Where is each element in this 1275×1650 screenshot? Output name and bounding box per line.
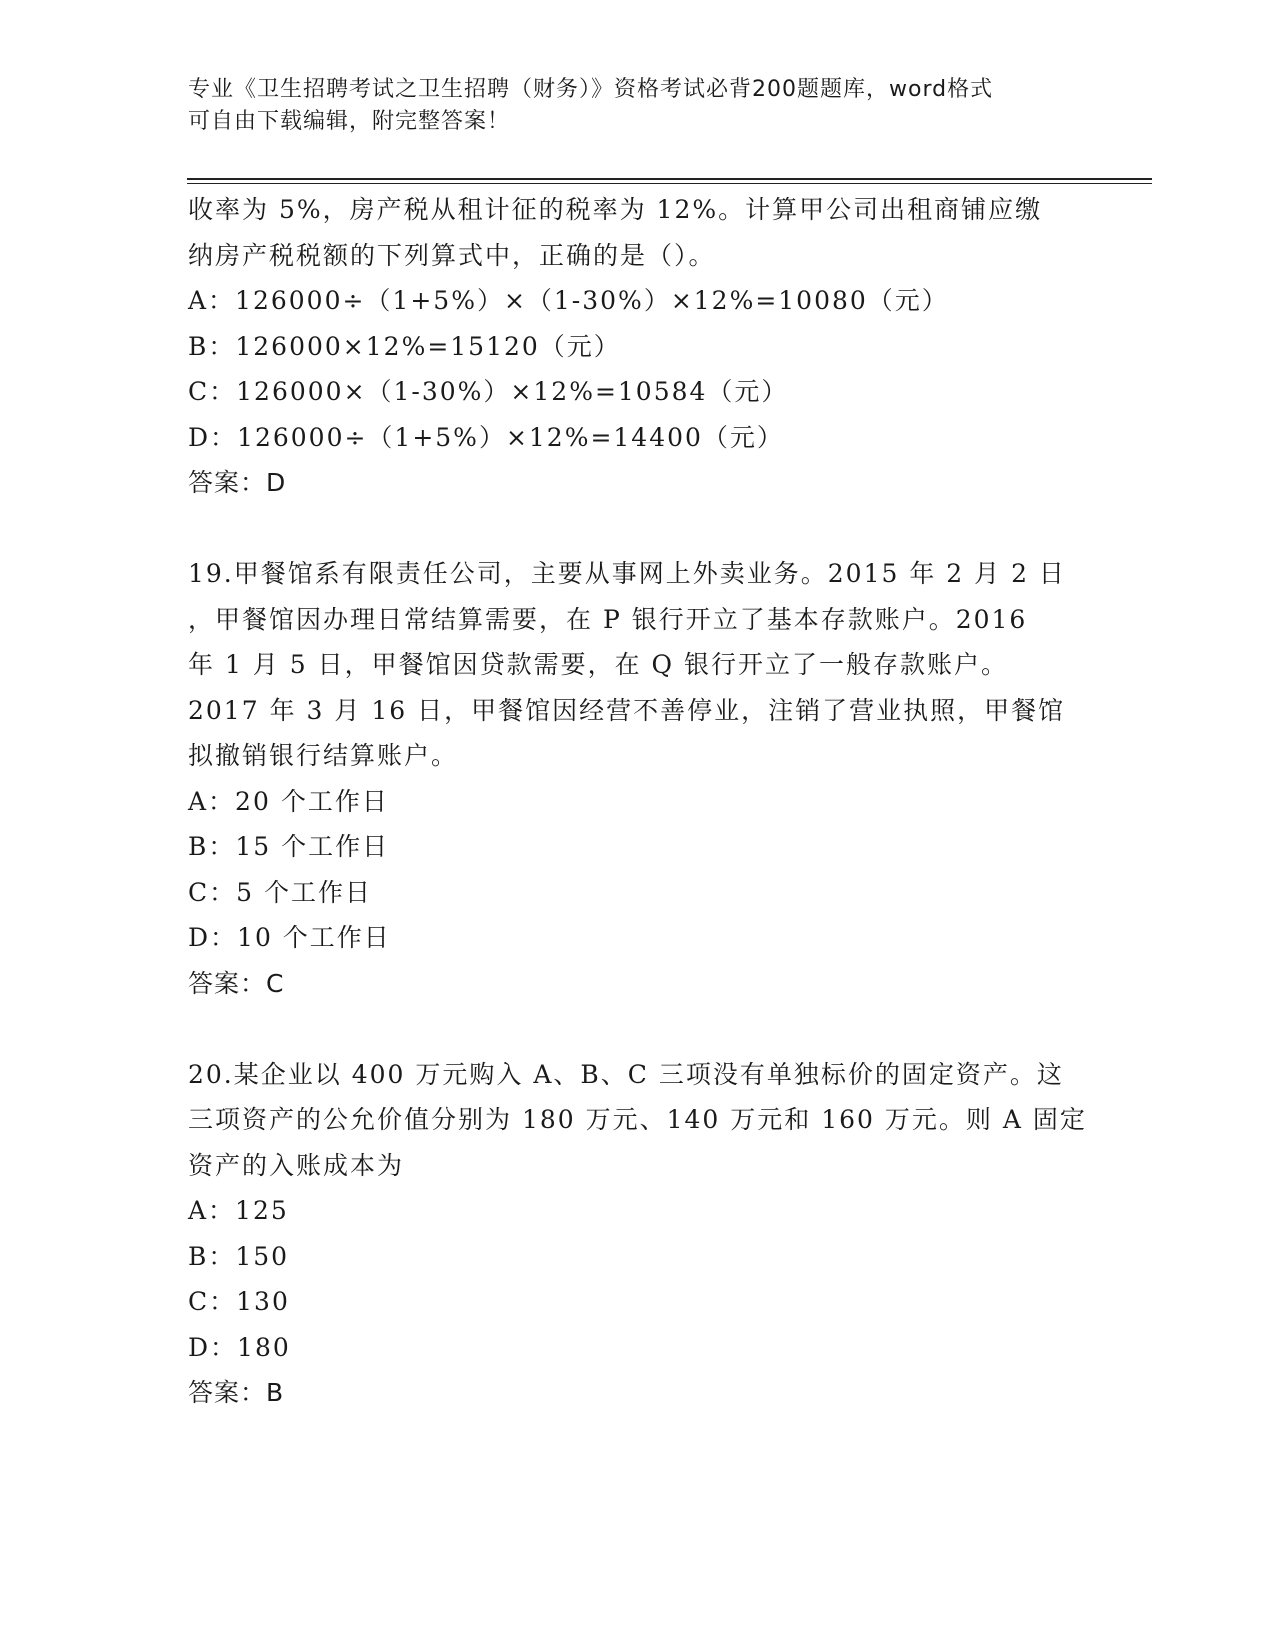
header-line-2: 可自由下载编辑，附完整答案！ — [188, 109, 511, 134]
document-body — [188, 187, 1088, 1416]
option-c: C：5 个工作日 — [188, 877, 372, 907]
question-stem-line: 收率为 5%，房产税从租计征的税率为 12%。计算甲公司出租商铺应缴 — [188, 195, 1043, 224]
question-stem-line: 2017 年 3 月 16 日，甲餐馆因经营不善停业，注销了营业执照，甲餐馆 — [188, 695, 1066, 725]
question-stem-line: 资产的入账成本为 — [188, 1150, 405, 1180]
option-d: D：180 — [188, 1332, 291, 1362]
option-c: C：126000×（1-30%）×12%=10584（元） — [188, 377, 789, 406]
question-18 — [188, 187, 1088, 506]
question-20 — [188, 1052, 1088, 1416]
option-a: A：20 个工作日 — [188, 786, 389, 816]
question-stem-line: ，甲餐馆因办理日常结算需要，在 P 银行开立了基本存款账户。2016 — [188, 604, 1028, 634]
question-19 — [188, 551, 1088, 1006]
option-a: A：126000÷（1+5%）×（1-30%）×12%=10080（元） — [188, 286, 949, 315]
option-b: B：150 — [188, 1241, 290, 1271]
question-stem-line: 纳房产税税额的下列算式中，正确的是（）。 — [188, 240, 716, 270]
question-stem-line: 三项资产的公允价值分别为 180 万元、140 万元和 160 万元。则 A 固定 — [188, 1105, 1087, 1134]
option-b: B：15 个工作日 — [188, 832, 390, 861]
question-stem-line: 20.某企业以 400 万元购入 A、B、C 三项没有单独标价的固定资产。这 — [188, 1059, 1064, 1089]
option-d: D：10 个工作日 — [188, 923, 391, 952]
header-rule — [187, 178, 1152, 180]
question-stem-line: 19.甲餐馆系有限责任公司，主要从事网上外卖业务。2015 年 2 月 2 日 — [188, 559, 1066, 588]
question-stem-line: 拟撤销银行结算账户。 — [188, 741, 459, 770]
spacer — [188, 506, 1088, 552]
option-d: D：126000÷（1+5%）×12%=14400（元） — [188, 422, 784, 452]
page-header — [188, 74, 1088, 138]
option-b: B：126000×12%=15120（元） — [188, 331, 621, 361]
option-a: A：125 — [188, 1196, 289, 1225]
question-stem-line: 年 1 月 5 日，甲餐馆因贷款需要，在 Q 银行开立了一般存款账户。 — [188, 650, 1008, 679]
answer: 答案：B — [188, 1378, 285, 1407]
spacer — [188, 1006, 1088, 1052]
header-line-1: 专业《卫生招聘考试之卫生招聘（财务）》资格考试必背200题题库，word格式 — [188, 77, 994, 102]
header-rule-thin — [187, 183, 1152, 184]
answer: 答案：D — [188, 468, 287, 497]
option-c: C：130 — [188, 1287, 290, 1316]
answer: 答案：C — [188, 968, 285, 998]
